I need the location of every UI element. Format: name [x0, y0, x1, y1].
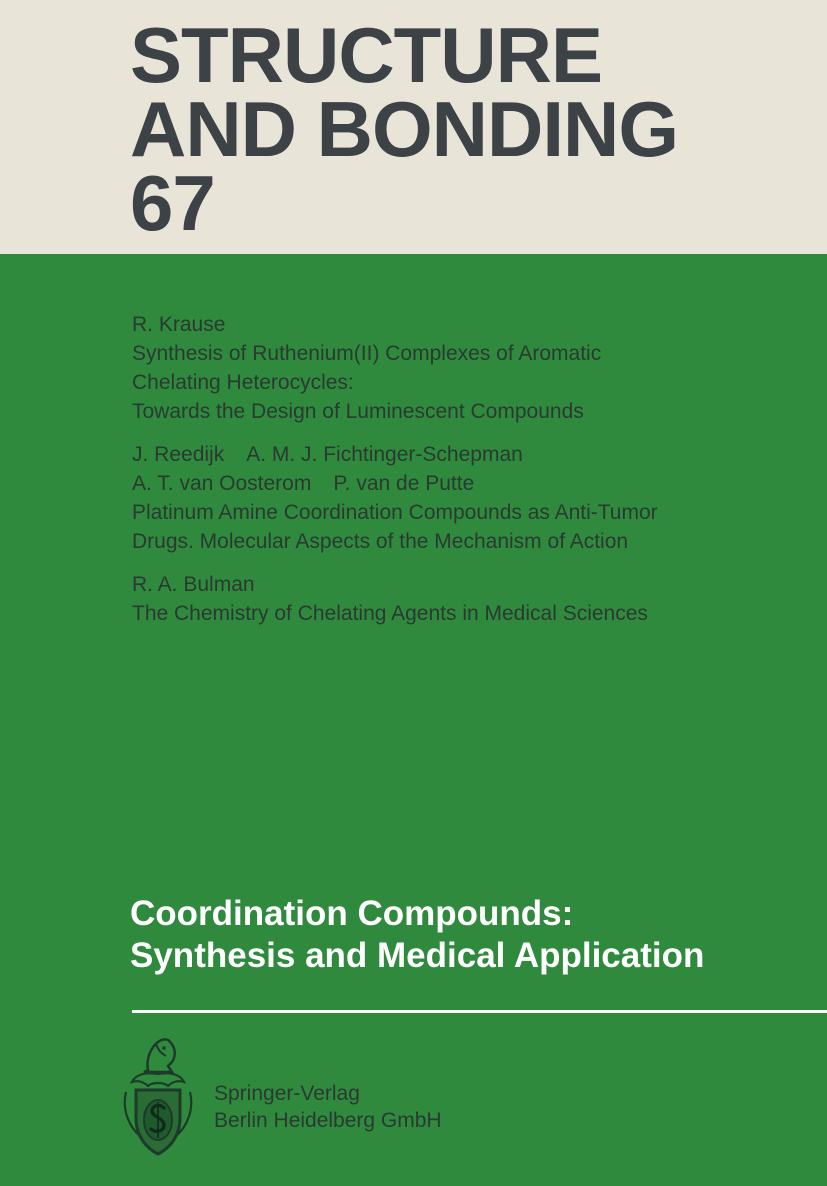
entry-title-line: The Chemistry of Chelating Agents in Medical Sciences [132, 602, 648, 625]
entry-author: J. Reedijk [132, 443, 225, 466]
series-title-line-1: STRUCTURE [130, 11, 602, 99]
entry-title-line: Towards the Design of Luminescent Compounds [132, 400, 584, 423]
entry-title-line: Synthesis of Ruthenium(II) Complexes of Aromatic [132, 342, 602, 365]
entry-author: A. M. J. Fichtinger-Schepman [246, 443, 523, 466]
volume-number: 67 [130, 159, 215, 247]
publisher-location: Berlin Heidelberg GmbH [214, 1109, 442, 1132]
entry-author: A. T. van Oosterom [132, 472, 312, 495]
contents-entry-3 [132, 570, 812, 628]
volume-title-line-1: Coordination Compounds: [130, 894, 574, 933]
entry-title-line: Drugs. Molecular Aspects of the Mechanism of Action [132, 530, 629, 553]
series-title-line-2: AND BONDING [130, 85, 678, 173]
contents-entry-2 [132, 440, 812, 556]
entry-author: P. van de Putte [333, 472, 475, 495]
volume-title-line-2: Synthesis and Medical Application [130, 936, 705, 975]
table-of-contents [132, 310, 812, 642]
entry-author: R. A. Bulman [132, 573, 255, 596]
volume-title [130, 893, 704, 977]
entry-title-line: Chelating Heterocycles: [132, 371, 354, 394]
entry-authors-line [132, 469, 812, 498]
springer-knight-logo-icon [118, 1032, 198, 1162]
series-header-band [0, 0, 827, 254]
publisher-name: Springer-Verlag [214, 1082, 360, 1105]
series-title [130, 11, 678, 247]
publisher-imprint [214, 1080, 442, 1134]
divider-rule [132, 1010, 827, 1013]
entry-authors-line [132, 440, 812, 469]
entry-author: R. Krause [132, 313, 226, 336]
contents-entry-1 [132, 310, 812, 426]
entry-title-line: Platinum Amine Coordination Compounds as Anti-Tumor [132, 501, 658, 524]
